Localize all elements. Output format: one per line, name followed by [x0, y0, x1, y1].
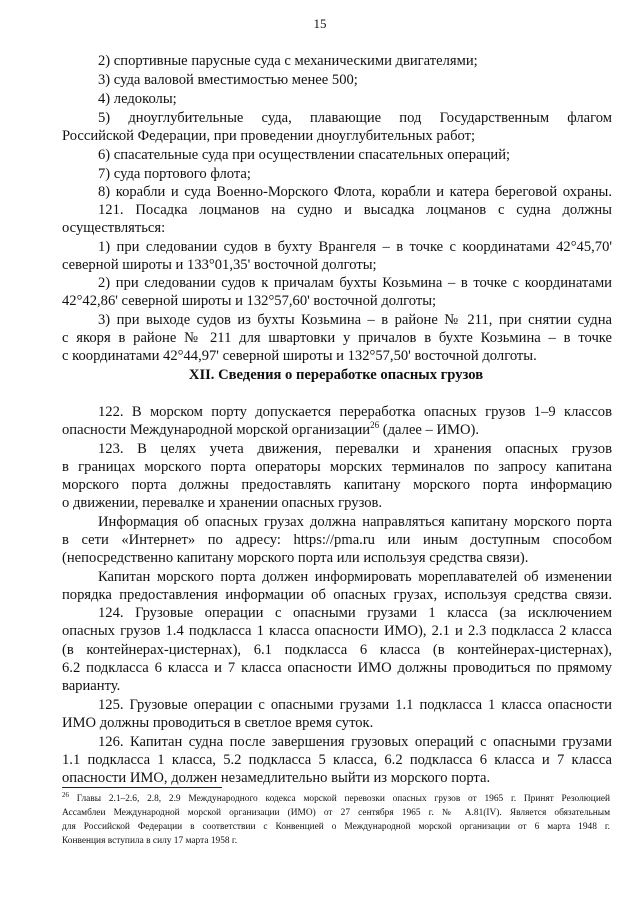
list-item: 6) спасательные суда при осуществлении спасательных операций; — [98, 147, 511, 163]
paragraph-line: (непосредственно капитану морского порта или используя средства связи). — [62, 550, 529, 566]
list-item: 2) при следовании судов к причалам бухты Козьмина – в точке с координатами — [98, 275, 612, 291]
paragraph-line: о движении, перевалке и хранении опасных грузов. — [62, 495, 383, 511]
section-heading: XII. Сведения о переработке опасных грузов — [188, 367, 484, 383]
paragraph-line: опасности ИМО, должен незамедлительно выйти из морского порта. — [62, 770, 491, 786]
paragraph-line: морского порта должны предоставлять капитану морского порта информацию — [62, 477, 612, 493]
paragraph-text: (далее – ИМО). — [379, 422, 480, 438]
paragraph-line: Информация об опасных грузах должна направляться капитану морского порта — [98, 514, 612, 530]
list-item: 4) ледоколы; — [98, 91, 177, 107]
paragraph-line: в границах морского порта операторы морских терминалов по запросу капитана — [62, 459, 612, 475]
list-item-continuation: Российской Федерации, при проведении дноуглубительных работ; — [62, 128, 476, 144]
paragraph-text: опасности Международной морской организации — [62, 422, 371, 438]
paragraph-line: порядка предоставления информации об опасных грузах, используя средства связи. — [62, 587, 612, 603]
paragraph-line: ИМО должны проводиться в светлое время суток. — [62, 715, 374, 731]
paragraph-line: Капитан морского порта должен информировать мореплавателей об изменении — [98, 569, 612, 585]
footnote-divider — [62, 787, 222, 788]
paragraph-line: (в контейнерах-цистернах), 6.1 подкласса 6 класса (в контейнерах-цистернах), — [62, 642, 612, 658]
paragraph-line: 123. В целях учета движения, перевалки и хранения опасных грузов — [98, 441, 612, 457]
paragraph-line — [62, 421, 479, 439]
list-item: 5) дноуглубительные суда, плавающие под Государственным флагом — [98, 110, 612, 126]
paragraph-line: 126. Капитан судна после завершения грузовых операций с опасными грузами — [98, 734, 612, 750]
list-item: 8) корабли и суда Военно-Морского Флота, корабли и катера береговой охраны. — [98, 184, 612, 200]
footnote-line: Конвенция вступила в силу 17 марта 1958 г. — [62, 836, 238, 846]
paragraph-line: 6.2 подкласса 6 класса и 7 класса опасности ИМО должны проводиться по прямому — [62, 660, 612, 676]
footnote-line — [62, 792, 610, 807]
paragraph-line: 122. В морском порту допускается переработка опасных грузов 1–9 классов — [98, 404, 612, 420]
footnote-line: для Российской Федерации в соответствии с Конвенцией о Международной морской организации от 6 марта 1948 г. — [62, 822, 610, 832]
paragraph-line: 121. Посадка лоцманов на судно и высадка лоцманов с судна должны — [98, 202, 612, 218]
list-item: 2) спортивные парусные суда с механическими двигателями; — [98, 53, 478, 69]
page-number: 15 — [313, 16, 327, 31]
list-item-continuation: с якоря в районе № 211 для швартовки у причалов в бухте Козьмина – в точке — [62, 330, 612, 346]
paragraph-line: осуществляться: — [62, 220, 166, 236]
footnote-text: Главы 2.1–2.6, 2.8, 2.9 Международного кодекса морской перевозки опасных грузов от 1965 г. Принят Резолюцией — [76, 794, 611, 804]
footnote-line: Ассамблеи Международной морской организации (ИМО) от 27 сентября 1965 г. № А.81(IV). Является обязательным — [62, 808, 610, 818]
list-item-continuation: с координатами 42°44,97' северной широты и 132°57,50' восточной долготы. — [62, 348, 537, 364]
list-item: 3) суда валовой вместимостью менее 500; — [98, 72, 358, 88]
footnote-marker: 26 — [62, 790, 69, 799]
footnote-ref: 26 — [370, 420, 380, 431]
paragraph-line: опасных грузов 1.4 подкласса 1 класса опасности ИМО), 2.1 и 2.3 подкласса 2 класса — [62, 623, 612, 639]
list-item-continuation: северной широты и 133°01,35' восточной долготы; — [62, 257, 377, 273]
list-item: 7) суда портового флота; — [98, 166, 251, 182]
list-item: 3) при выходе судов из бухты Козьмина – в районе № 211, при снятии судна — [98, 312, 612, 328]
list-item-continuation: 42°42,86' северной широты и 132°57,60' восточной долготы; — [62, 293, 437, 309]
paragraph-line: варианту. — [62, 678, 121, 694]
paragraph-line: 125. Грузовые операции с опасными грузами 1.1 подкласса 1 класса опасности — [98, 697, 612, 713]
paragraph-line: 124. Грузовые операции с опасными грузами 1 класса (за исключением — [98, 605, 612, 621]
list-item: 1) при следовании судов в бухту Врангеля – в точке с координатами 42°45,70' — [98, 239, 612, 255]
paragraph-line: в сети «Интернет» по адресу: https://pma.ru или иным доступным способом — [62, 532, 612, 548]
paragraph-line: 1.1 подкласса 1 класса, 5.2 подкласса 5 класса, 6.2 подкласса 6 класса и 7 класса — [62, 752, 612, 768]
